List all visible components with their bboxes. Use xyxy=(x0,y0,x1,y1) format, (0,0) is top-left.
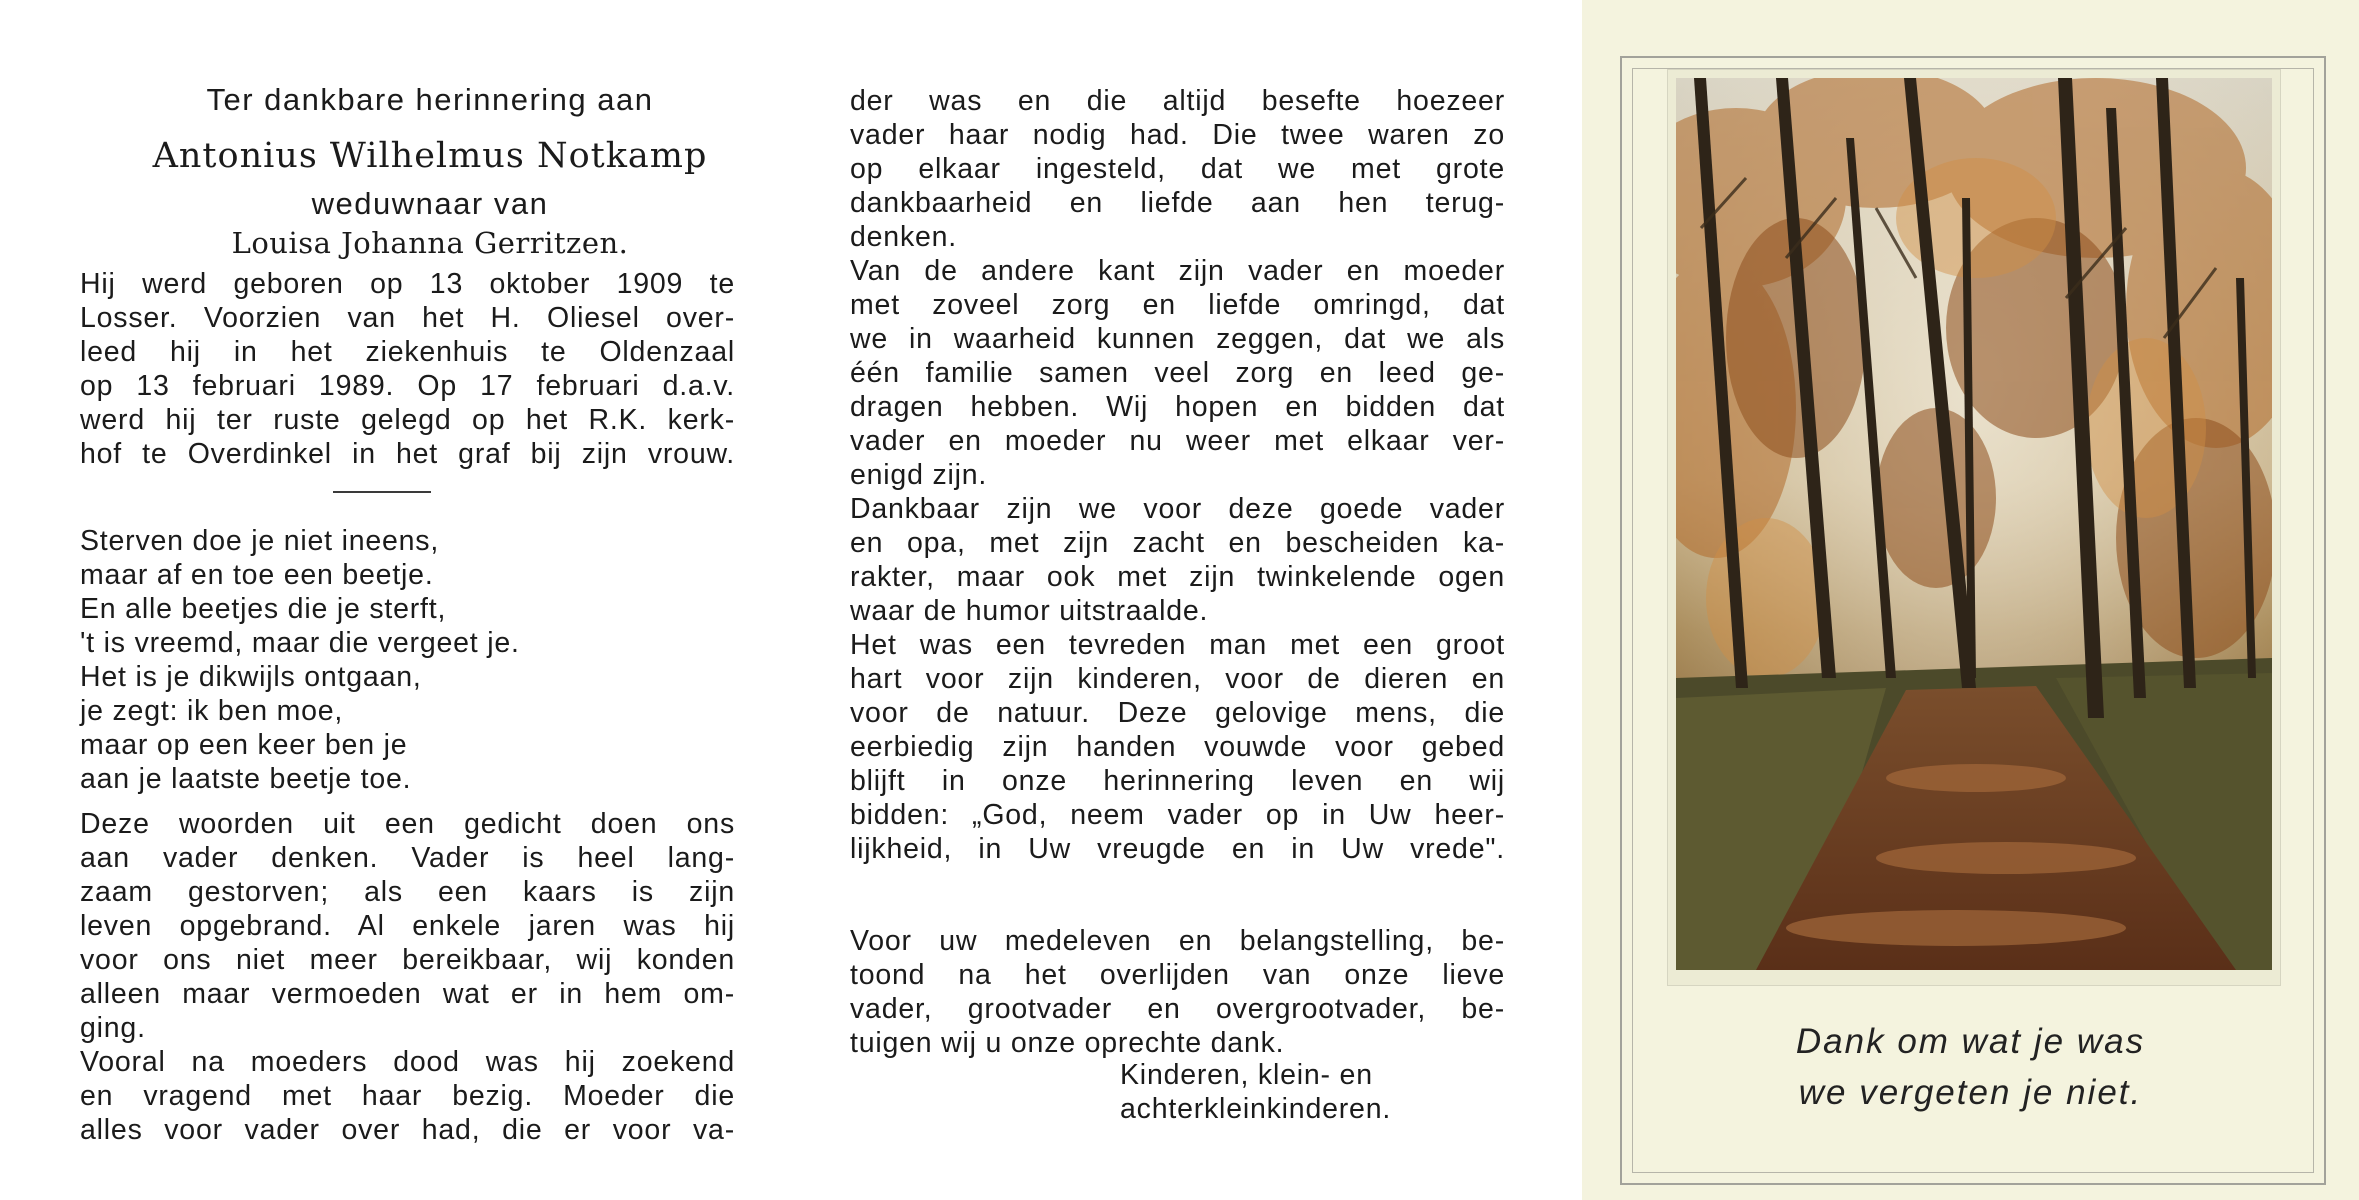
middle-panel xyxy=(792,0,1582,1200)
text-line: Deze woorden uit een gedicht doen ons xyxy=(80,808,735,840)
text-line: Van de andere kant zijn vader en moeder xyxy=(850,255,1505,287)
text-line: dragen hebben. Wij hopen en bidden dat xyxy=(850,391,1505,423)
text-line: toond na het overlijden van onze lieve xyxy=(850,959,1505,991)
text-line: Hij werd geboren op 13 oktober 1909 te xyxy=(80,268,735,300)
text-line: Losser. Voorzien van het H. Oliesel over- xyxy=(80,302,735,334)
poem-line: maar op een keer ben je xyxy=(80,729,408,761)
divider xyxy=(333,491,431,493)
deceased-name: Antonius Wilhelmus Notkamp xyxy=(152,136,708,176)
text-line: Voor uw medeleven en belangstelling, be- xyxy=(850,925,1505,957)
text-line: bidden: „God, neem vader op in Uw heer- xyxy=(850,799,1505,831)
thanks-text xyxy=(850,924,1505,1060)
text-line: Dankbaar zijn we voor deze goede vader xyxy=(850,493,1505,525)
autumn-forest-photo xyxy=(1676,78,2272,970)
text-line: leed hij in het ziekenhuis te Oldenzaal xyxy=(80,336,735,368)
poem-line: je zegt: ik ben moe, xyxy=(80,695,344,727)
poem-line: 't is vreemd, maar die vergeet je. xyxy=(80,627,520,659)
text-line: en opa, met zijn zacht en bescheiden ka- xyxy=(850,527,1505,559)
text-line: op 13 februari 1989. Op 17 februari d.a.v. xyxy=(80,370,735,402)
text-line: leven opgebrand. Al enkele jaren was hij xyxy=(80,910,735,942)
poem xyxy=(80,524,680,796)
intro-line: Ter dankbare herinnering aan xyxy=(206,82,654,117)
text-line: rakter, maar ook met zijn twinkelende ogen xyxy=(850,561,1505,593)
text-line: Het was een tevreden man met een groot xyxy=(850,629,1505,661)
text-line: en vragend met haar bezig. Moeder die xyxy=(80,1080,735,1112)
text-line: alles voor vader over had, die er voor va- xyxy=(80,1114,735,1146)
text-line: één familie samen veel zorg en leed ge- xyxy=(850,357,1505,389)
text-line: eerbiedig zijn handen vouwde voor gebed xyxy=(850,731,1505,763)
text-line: werd hij ter ruste gelegd op het R.K. kerk- xyxy=(80,404,735,436)
text-line: vader haar nodig had. Die twee waren zo xyxy=(850,119,1505,151)
caption-line-1: Dank om wat je was xyxy=(1795,1022,2146,1061)
relation-line: weduwnaar van xyxy=(311,186,549,221)
poem-line: maar af en toe een beetje. xyxy=(80,559,434,591)
text-line: der was en die altijd besefte hoezeer xyxy=(850,85,1505,117)
spouse-name: Louisa Johanna Gerritzen. xyxy=(231,226,629,260)
text-line: voor ons niet meer bereikbaar, wij konden xyxy=(80,944,735,976)
text-line: waar de humor uitstraalde. xyxy=(850,595,1209,627)
text-line: enigd zijn. xyxy=(850,459,988,491)
text-line: vader, grootvader en overgrootvader, be- xyxy=(850,993,1505,1025)
text-line: dankbaarheid en liefde aan hen terug- xyxy=(850,187,1505,219)
text-line: met zoveel zorg en liefde omringd, dat xyxy=(850,289,1505,321)
poem-line: Het is je dikwijls ontgaan, xyxy=(80,661,422,693)
caption-line-2: we vergeten je niet. xyxy=(1798,1073,2143,1112)
text-line: op elkaar ingesteld, dat we met grote xyxy=(850,153,1505,185)
text-line: aan vader denken. Vader is heel lang- xyxy=(80,842,735,874)
poem-line: Sterven doe je niet ineens, xyxy=(80,525,440,557)
text-line: vader en moeder nu weer met elkaar ver- xyxy=(850,425,1505,457)
memorial-text-left xyxy=(80,807,735,1147)
text-line: lijkheid, in Uw vreugde en in Uw vrede". xyxy=(850,833,1505,865)
text-line: we in waarheid kunnen zeggen, dat we als xyxy=(850,323,1505,355)
poem-line: aan je laatste beetje toe. xyxy=(80,763,412,795)
signature-line: achterkleinkinderen. xyxy=(1120,1093,1392,1125)
text-line: voor de natuur. Deze gelovige mens, die xyxy=(850,697,1505,729)
text-line: blijft in onze herinnering leven en wij xyxy=(850,765,1505,797)
text-line: hof te Overdinkel in het graf bij zijn vrouw. xyxy=(80,438,735,470)
signature-line: Kinderen, klein- en xyxy=(1120,1059,1373,1091)
signature xyxy=(1120,1058,1391,1126)
memorial-text-middle xyxy=(850,84,1505,866)
text-line: zaam gestorven; als een kaars is zijn xyxy=(80,876,735,908)
biography-text xyxy=(80,267,735,471)
text-line: ging. xyxy=(80,1012,146,1044)
text-line: denken. xyxy=(850,221,958,253)
left-panel xyxy=(0,0,792,1200)
text-line: alleen maar vermoeden wat er in hem om- xyxy=(80,978,735,1010)
text-line: tuigen wij u onze oprechte dank. xyxy=(850,1027,1285,1059)
text-line: Vooral na moeders dood was hij zoekend xyxy=(80,1046,735,1078)
poem-line: En alle beetjes die je sterft, xyxy=(80,593,447,625)
card-front xyxy=(1582,0,2359,1200)
text-line: hart voor zijn kinderen, voor de dieren en xyxy=(850,663,1505,695)
